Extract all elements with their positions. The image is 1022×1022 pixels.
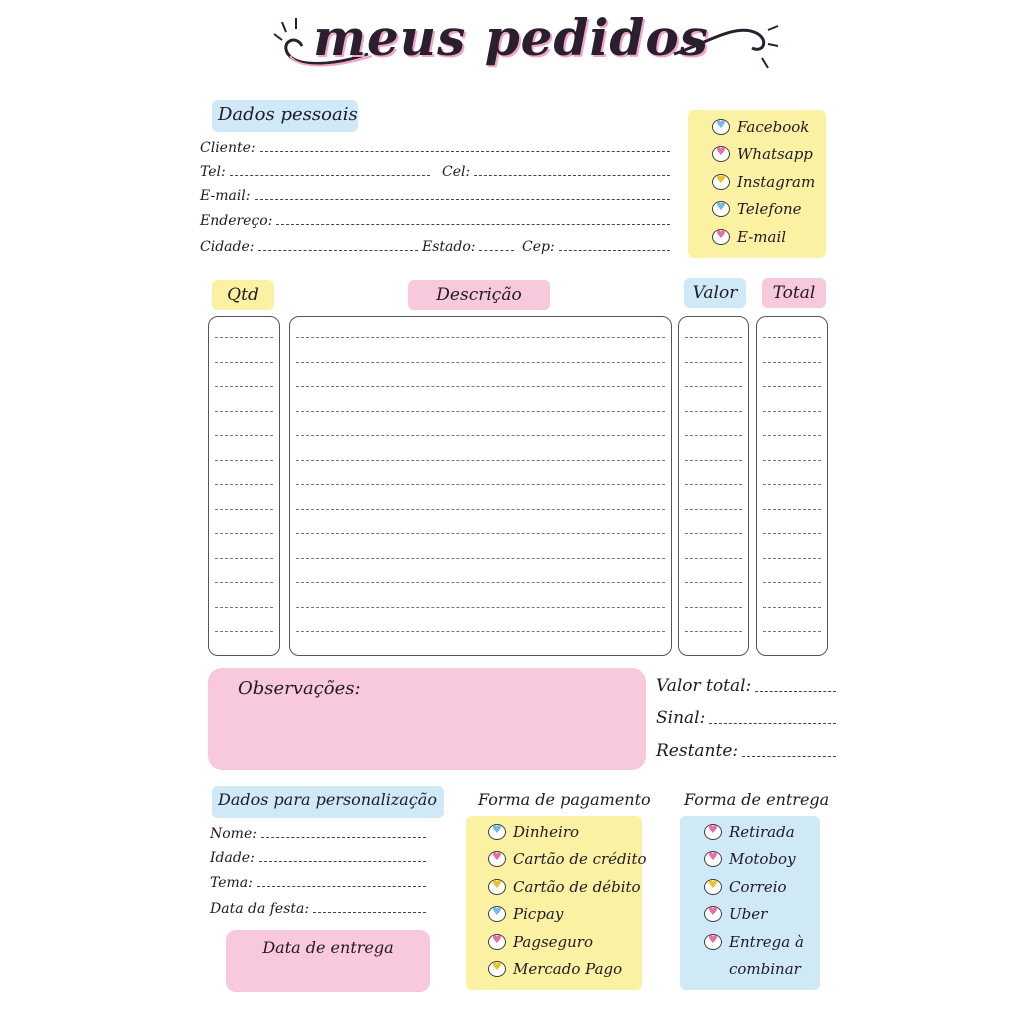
label-restante: Restante: bbox=[656, 741, 739, 761]
line-tema bbox=[257, 886, 426, 887]
heart-bubble-icon bbox=[704, 851, 722, 867]
field-data-festa[interactable] bbox=[210, 901, 426, 917]
field-endereco[interactable] bbox=[200, 213, 670, 229]
heart-bubble-icon bbox=[704, 906, 722, 922]
field-idade[interactable] bbox=[210, 850, 426, 866]
table-rule-line bbox=[685, 631, 742, 632]
dados-pessoais-heading: Dados pessoais bbox=[218, 104, 358, 125]
contato-list bbox=[712, 113, 815, 251]
label-cidade: Cidade: bbox=[200, 239, 255, 255]
heart-bubble-icon bbox=[704, 879, 722, 895]
table-rule-line bbox=[215, 362, 273, 363]
page-title: meus pedidos bbox=[313, 8, 709, 67]
table-rule-line bbox=[685, 582, 742, 583]
heart-bubble-icon bbox=[704, 824, 722, 840]
qtd-column[interactable] bbox=[208, 316, 280, 656]
descricao-header: Descrição bbox=[436, 285, 522, 305]
contato-item-whatsapp[interactable]: ♥ Whatsapp bbox=[712, 141, 815, 169]
table-rule-line bbox=[685, 558, 742, 559]
personalizacao-heading: Dados para personalização bbox=[218, 790, 437, 809]
table-rule-line bbox=[763, 533, 821, 534]
field-tel[interactable] bbox=[200, 164, 430, 180]
heart-bubble-icon bbox=[488, 851, 506, 867]
table-rule-line bbox=[763, 558, 821, 559]
label-endereco: Endereço: bbox=[200, 213, 273, 229]
contato-item-email[interactable]: ♥ E-mail bbox=[712, 223, 815, 251]
label-cel: Cel: bbox=[442, 164, 471, 180]
heart-bubble-icon bbox=[488, 961, 506, 977]
field-cel[interactable] bbox=[442, 164, 670, 180]
line-endereco bbox=[276, 224, 670, 225]
table-rule-line bbox=[296, 435, 665, 436]
label-cliente: Cliente: bbox=[200, 140, 256, 156]
entrega-item-correio[interactable]: ♥ Correio bbox=[704, 873, 804, 901]
table-rule-line bbox=[296, 607, 665, 608]
field-sinal[interactable] bbox=[656, 708, 836, 728]
heart-bubble-icon bbox=[712, 174, 730, 190]
line-data-festa bbox=[313, 912, 426, 913]
table-rule-line bbox=[296, 386, 665, 387]
table-rule-line bbox=[215, 533, 273, 534]
pagamento-item-dinheiro[interactable]: ♥ Dinheiro bbox=[488, 818, 647, 846]
field-valor-total[interactable] bbox=[656, 676, 836, 696]
heart-bubble-icon bbox=[712, 229, 730, 245]
valor-header: Valor bbox=[692, 283, 738, 303]
table-rule-line bbox=[296, 411, 665, 412]
total-column[interactable] bbox=[756, 316, 828, 656]
heart-bubble-icon bbox=[488, 906, 506, 922]
pagamento-item-cartao-credito[interactable]: ♥ Cartão de crédito bbox=[488, 846, 647, 874]
table-rule-line bbox=[763, 362, 821, 363]
table-rule-line bbox=[215, 411, 273, 412]
table-rule-line bbox=[296, 558, 665, 559]
table-rule-line bbox=[763, 337, 821, 338]
entrega-item-retirada[interactable]: ♥ Retirada bbox=[704, 818, 804, 846]
table-rule-line bbox=[215, 460, 273, 461]
line-cep bbox=[559, 250, 670, 251]
entrega-item-uber[interactable]: ♥ Uber bbox=[704, 901, 804, 929]
label-tel: Tel: bbox=[200, 164, 226, 180]
label-sinal: Sinal: bbox=[656, 708, 706, 728]
line-idade bbox=[259, 861, 426, 862]
descricao-column[interactable] bbox=[289, 316, 672, 656]
heart-bubble-icon bbox=[712, 201, 730, 217]
line-restante bbox=[742, 756, 836, 757]
field-cidade[interactable] bbox=[200, 239, 418, 255]
line-nome bbox=[261, 837, 426, 838]
label-cep: Cep: bbox=[522, 239, 555, 255]
qtd-header: Qtd bbox=[227, 285, 259, 305]
table-rule-line bbox=[685, 460, 742, 461]
pagamento-list bbox=[488, 818, 647, 983]
entrega-heading: Forma de entrega bbox=[684, 790, 830, 809]
table-rule-line bbox=[763, 607, 821, 608]
table-rule-line bbox=[763, 411, 821, 412]
table-rule-line bbox=[685, 386, 742, 387]
field-estado[interactable] bbox=[422, 239, 514, 255]
line-cidade bbox=[258, 250, 418, 251]
entrega-item-entrega-combinar[interactable]: ♥ Entrega à bbox=[704, 928, 804, 956]
table-rule-line bbox=[763, 582, 821, 583]
label-email: E-mail: bbox=[200, 188, 251, 204]
total-header: Total bbox=[772, 283, 816, 303]
table-rule-line bbox=[763, 509, 821, 510]
title-swirl-right-icon bbox=[664, 14, 784, 74]
table-rule-line bbox=[296, 582, 665, 583]
observacoes-label: Observações: bbox=[238, 678, 361, 699]
field-nome[interactable] bbox=[210, 826, 426, 842]
table-rule-line bbox=[215, 484, 273, 485]
table-rule-line bbox=[215, 582, 273, 583]
table-rule-line bbox=[763, 460, 821, 461]
table-rule-line bbox=[296, 362, 665, 363]
pagamento-heading: Forma de pagamento bbox=[478, 790, 651, 809]
table-rule-line bbox=[215, 337, 273, 338]
table-rule-line bbox=[685, 484, 742, 485]
pagamento-item-cartao-debito[interactable]: ♥ Cartão de débito bbox=[488, 873, 647, 901]
heart-bubble-icon bbox=[704, 934, 722, 950]
field-email[interactable] bbox=[200, 188, 670, 204]
contato-item-telefone[interactable]: ♥ Telefone bbox=[712, 196, 815, 224]
table-rule-line bbox=[685, 435, 742, 436]
line-valor-total bbox=[755, 691, 836, 692]
table-rule-line bbox=[685, 533, 742, 534]
label-estado: Estado: bbox=[422, 239, 476, 255]
table-rule-line bbox=[215, 386, 273, 387]
entrega-item-motoboy[interactable]: ♥ Motoboy bbox=[704, 846, 804, 874]
heart-bubble-icon bbox=[488, 934, 506, 950]
heart-bubble-icon bbox=[488, 824, 506, 840]
table-rule-line bbox=[685, 362, 742, 363]
table-rule-line bbox=[215, 509, 273, 510]
table-rule-line bbox=[296, 631, 665, 632]
pagamento-item-mercado-pago[interactable]: ♥ Mercado Pago bbox=[488, 956, 647, 984]
pagamento-item-picpay[interactable]: ♥ Picpay bbox=[488, 901, 647, 929]
heart-bubble-icon bbox=[712, 146, 730, 162]
field-tema[interactable] bbox=[210, 875, 426, 891]
line-cliente bbox=[260, 151, 670, 152]
line-cel bbox=[474, 175, 670, 176]
heart-bubble-icon bbox=[712, 119, 730, 135]
field-restante[interactable] bbox=[656, 741, 836, 761]
entrega-list bbox=[704, 818, 804, 983]
label-nome: Nome: bbox=[210, 826, 257, 842]
table-rule-line bbox=[763, 386, 821, 387]
data-entrega-label: Data de entrega bbox=[262, 938, 394, 957]
table-rule-line bbox=[685, 607, 742, 608]
table-rule-line bbox=[296, 484, 665, 485]
pagamento-item-pagseguro[interactable]: ♥ Pagseguro bbox=[488, 928, 647, 956]
table-rule-line bbox=[763, 435, 821, 436]
table-rule-line bbox=[215, 435, 273, 436]
line-tel bbox=[230, 175, 430, 176]
table-rule-line bbox=[296, 533, 665, 534]
table-rule-line bbox=[685, 509, 742, 510]
line-email bbox=[255, 199, 670, 200]
table-rule-line bbox=[685, 337, 742, 338]
line-sinal bbox=[709, 723, 836, 724]
table-rule-line bbox=[763, 631, 821, 632]
table-rule-line bbox=[215, 558, 273, 559]
contato-item-instagram[interactable]: ♥ Instagram bbox=[712, 168, 815, 196]
label-data-festa: Data da festa: bbox=[210, 901, 310, 917]
table-rule-line bbox=[296, 460, 665, 461]
label-valor-total: Valor total: bbox=[656, 676, 752, 696]
field-cep[interactable] bbox=[522, 239, 670, 255]
table-rule-line bbox=[215, 631, 273, 632]
table-rule-line bbox=[296, 337, 665, 338]
label-tema: Tema: bbox=[210, 875, 253, 891]
contato-item-facebook[interactable]: ♥ Facebook bbox=[712, 113, 815, 141]
heart-bubble-icon bbox=[488, 879, 506, 895]
valor-column[interactable] bbox=[678, 316, 749, 656]
table-rule-line bbox=[685, 411, 742, 412]
entrega-item-combinar-line: combinar bbox=[729, 960, 801, 979]
table-rule-line bbox=[215, 607, 273, 608]
line-estado bbox=[479, 250, 514, 251]
label-idade: Idade: bbox=[210, 850, 255, 866]
table-rule-line bbox=[763, 484, 821, 485]
field-cliente[interactable] bbox=[200, 140, 670, 156]
table-rule-line bbox=[296, 509, 665, 510]
